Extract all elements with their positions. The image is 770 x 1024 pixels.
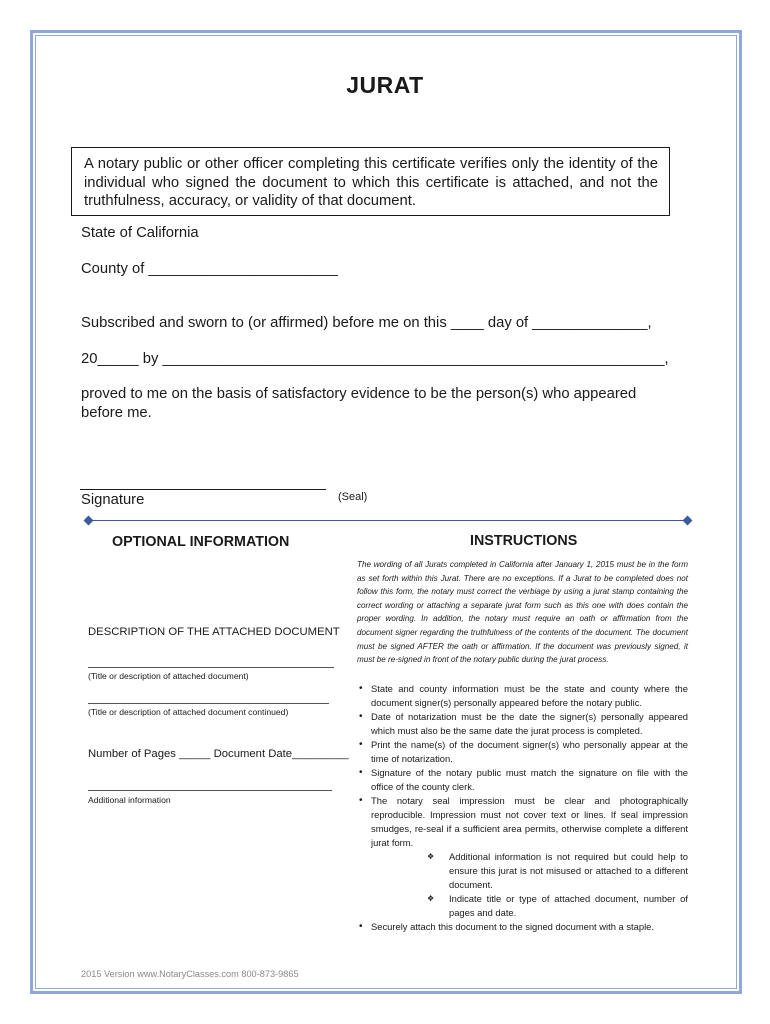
state-line: State of California: [81, 225, 199, 241]
seal-label: (Seal): [338, 491, 368, 503]
additional-info-label: Additional information: [88, 795, 171, 805]
document-title-continued-field[interactable]: [88, 703, 329, 704]
county-field[interactable]: County of _______________________: [81, 261, 338, 277]
list-item: • Date of notarization must be the date the signer(s) personally appeared which must also be the same date the jurat process is completed.: [357, 710, 688, 738]
list-item: • Signature of the notary public must match the signature on file with the office of the county clerk.: [357, 766, 688, 794]
sub-list-item: ❖ Indicate title or type of attached document, number of pages and date.: [435, 892, 688, 920]
additional-info-field[interactable]: [88, 790, 332, 791]
notary-notice-box: A notary public or other officer completing this certificate verifies only the identity of the individual who signed the document to which this certificate is attached, and not the truthfulness, accuracy, or validity of that document.: [71, 147, 670, 216]
footer-version: 2015 Version www.NotaryClasses.com 800-873-9865: [81, 969, 299, 979]
list-item: • State and county information must be the state and county where the document signer(s) personally appeared before the notary public.: [357, 682, 688, 710]
description-heading: DESCRIPTION OF THE ATTACHED DOCUMENT: [88, 626, 340, 638]
instructions-intro: The wording of all Jurats completed in California after January 1, 2015 must be in the form as set forth within this Jurat. There are no exceptions. If a Jurat to be completed does not follow this form, the notary must correct the verbiage by using a jurat stamp containing the correct wording or attaching a separate jurat form such as this one with does contain the proper wording. In addition, the notary must require an oath or affirmation from the document signer regarding the truthfulness of the contents of the document. The document must be signed AFTER the oath or affirmation. If the document was previously signed, it must be re-signed in front of the notary public during the jurat process.: [357, 560, 688, 665]
proved-statement: proved to me on the basis of satisfactory evidence to be the person(s) who appeared before me.: [81, 386, 637, 421]
section-divider: [88, 520, 688, 521]
instructions-heading: INSTRUCTIONS: [470, 533, 578, 549]
list-item: • Securely attach this document to the signed document with a staple.: [357, 920, 688, 934]
list-item: • The notary seal impression must be clear and photographically reproducible. Impression must not cover text or lines. If seal impression smudges, re-seal if a sufficient area permits, otherwise complete a different jurat form.: [357, 794, 688, 850]
year-signer-field[interactable]: 20_____ by _____________________________________________________________,: [81, 351, 669, 367]
instructions-list: [357, 682, 688, 934]
subscribed-date-field[interactable]: Subscribed and sworn to (or affirmed) before me on this ____ day of ______________,: [81, 315, 652, 331]
document-title-field[interactable]: [88, 667, 334, 668]
document-title-continued-caption: (Title or description of attached document continued): [88, 707, 289, 717]
document-title: JURAT: [346, 72, 424, 98]
list-item: • Print the name(s) of the document signer(s) who personally appear at the time of notarization.: [357, 738, 688, 766]
sub-list-item: ❖ Additional information is not required but could help to ensure this jurat is not misused or attached to a different document.: [435, 850, 688, 892]
optional-info-heading: OPTIONAL INFORMATION: [112, 534, 290, 550]
document-title-caption: (Title or description of attached document): [88, 671, 249, 681]
signature-field[interactable]: [80, 489, 326, 490]
pages-date-field[interactable]: Number of Pages _____ Document Date_________: [88, 748, 349, 760]
signature-label: Signature: [81, 492, 145, 508]
